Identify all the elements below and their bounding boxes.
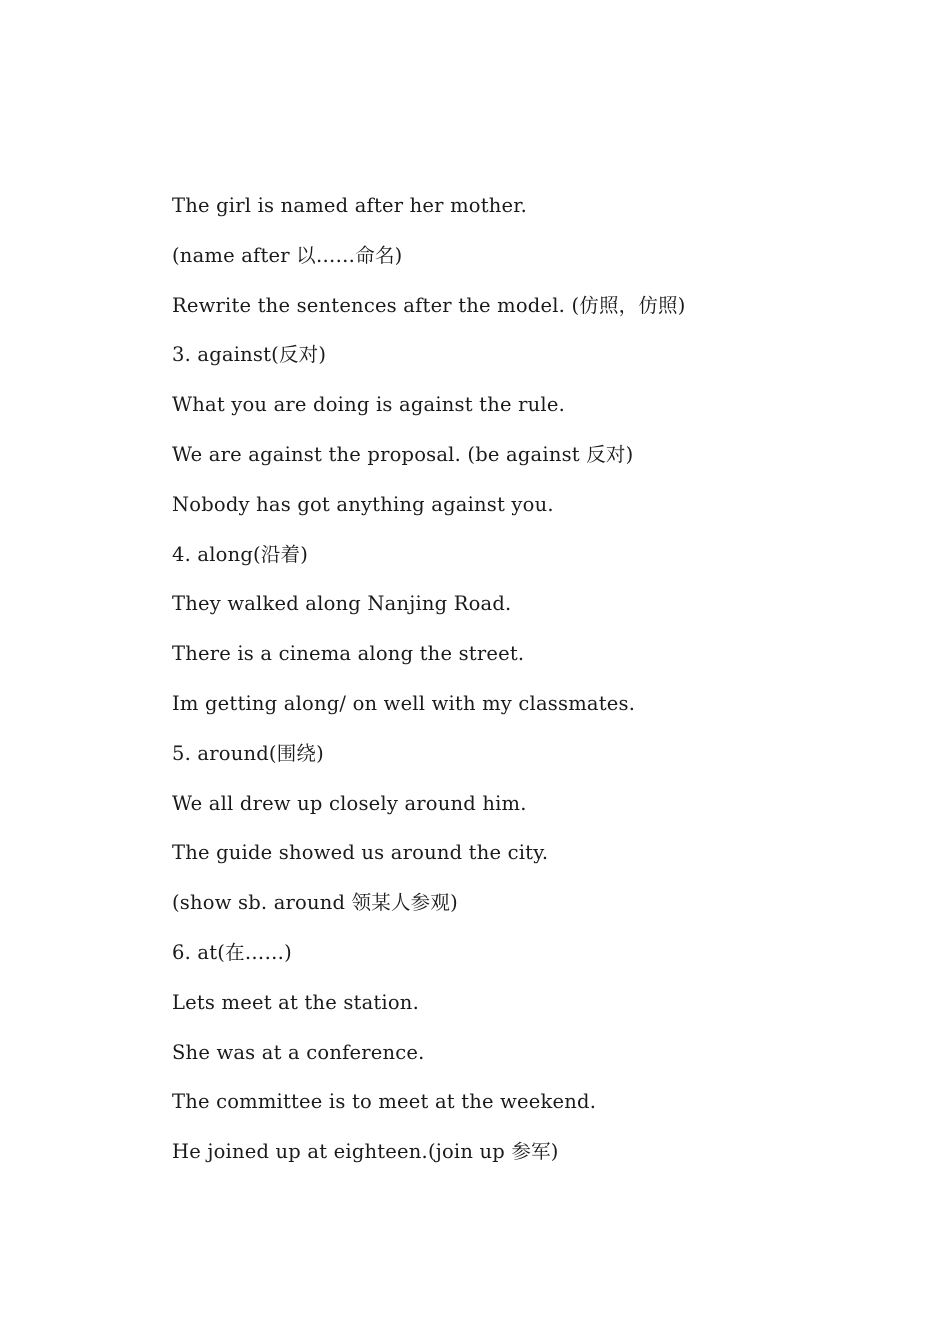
section-heading: 4. along(沿着) [172,542,309,566]
example-sentence: Im getting along/ on well with my classmates. [172,691,636,715]
example-sentence: She was at a conference. [172,1040,425,1064]
example-sentence: Lets meet at the station. [172,990,419,1014]
example-sentence: We are against the proposal. (be against 反对) [172,442,634,466]
phrase-note: (name after 以……命名) [172,243,403,267]
example-sentence: The guide showed us around the city. [172,841,549,865]
phrase-note: (show sb. around 领某人参观) [172,891,458,915]
section-heading: 3. against(反对) [172,343,327,367]
section-heading: 5. around(围绕) [172,741,324,765]
example-sentence: He joined up at eighteen.(join up 参军) [172,1140,559,1164]
example-sentence: There is a cinema along the street. [172,642,525,666]
example-sentence: The girl is named after her mother. [172,194,528,217]
example-sentence: The committee is to meet at the weekend. [172,1090,597,1114]
document-body [172,181,892,1177]
example-sentence: We all drew up closely around him. [172,791,527,815]
section-heading: 6. at(在……) [172,940,292,964]
example-sentence: They walked along Nanjing Road. [172,592,512,616]
example-sentence: What you are doing is against the rule. [172,393,565,417]
example-sentence: Rewrite the sentences after the model. (仿照，仿照) [172,293,686,317]
example-sentence: Nobody has got anything against you. [172,492,554,516]
